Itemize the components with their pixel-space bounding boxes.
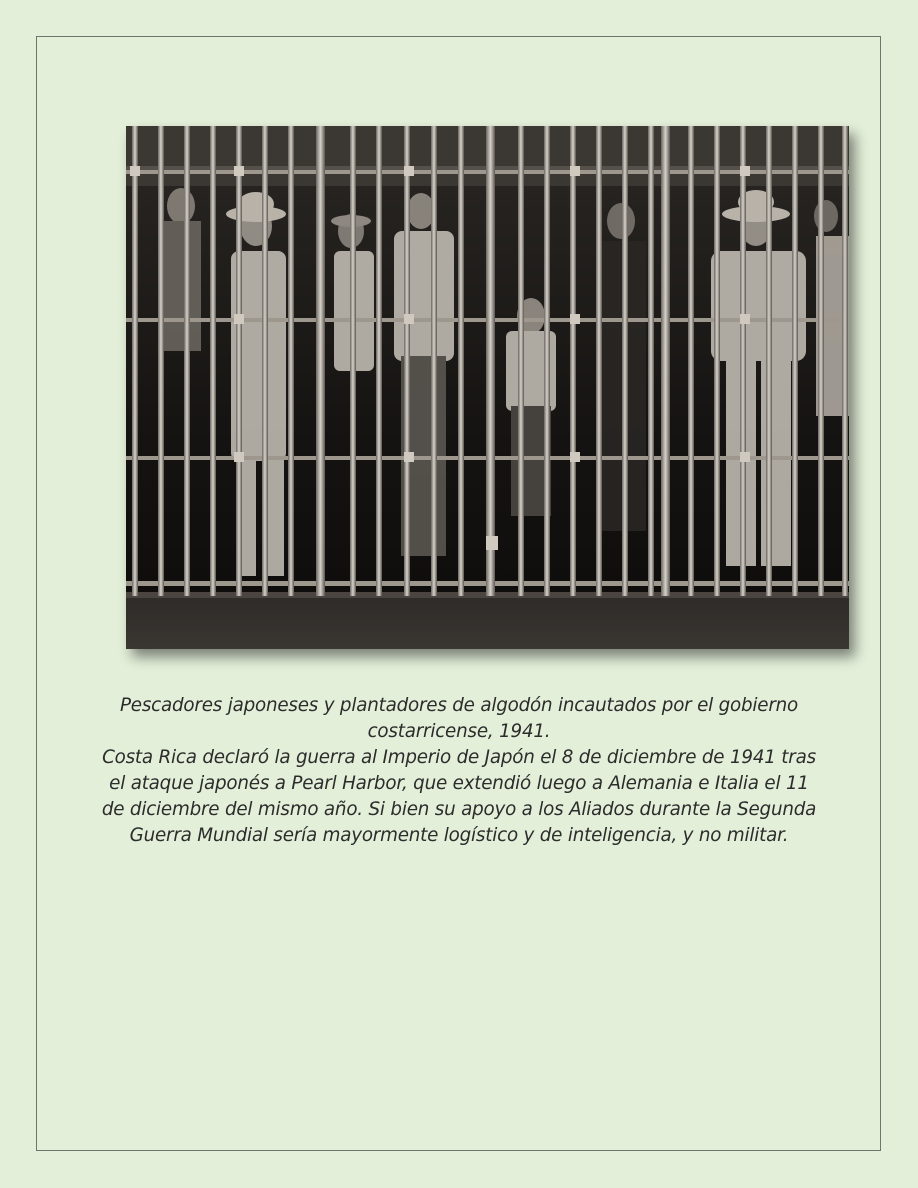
photo-caption	[96, 693, 822, 849]
caption-title: Pescadores japoneses y plantadores de algodón incautados por el gobierno costarricense, 1941.	[119, 695, 799, 742]
caption-body: Costa Rica declaró la guerra al Imperio de Japón el 8 de diciembre de 1941 tras el ataque japonés a Pearl Harbor, que extendió luego a Alemania e Italia el 11 de diciembre del mismo año. Si bien su apoyo a los Aliados durante la Segunda Guerra Mundial sería mayormente logístico y de inteligencia, y no militar.	[101, 747, 817, 846]
prisoners-behind-bars-image	[126, 126, 849, 649]
historical-photo	[126, 126, 849, 649]
